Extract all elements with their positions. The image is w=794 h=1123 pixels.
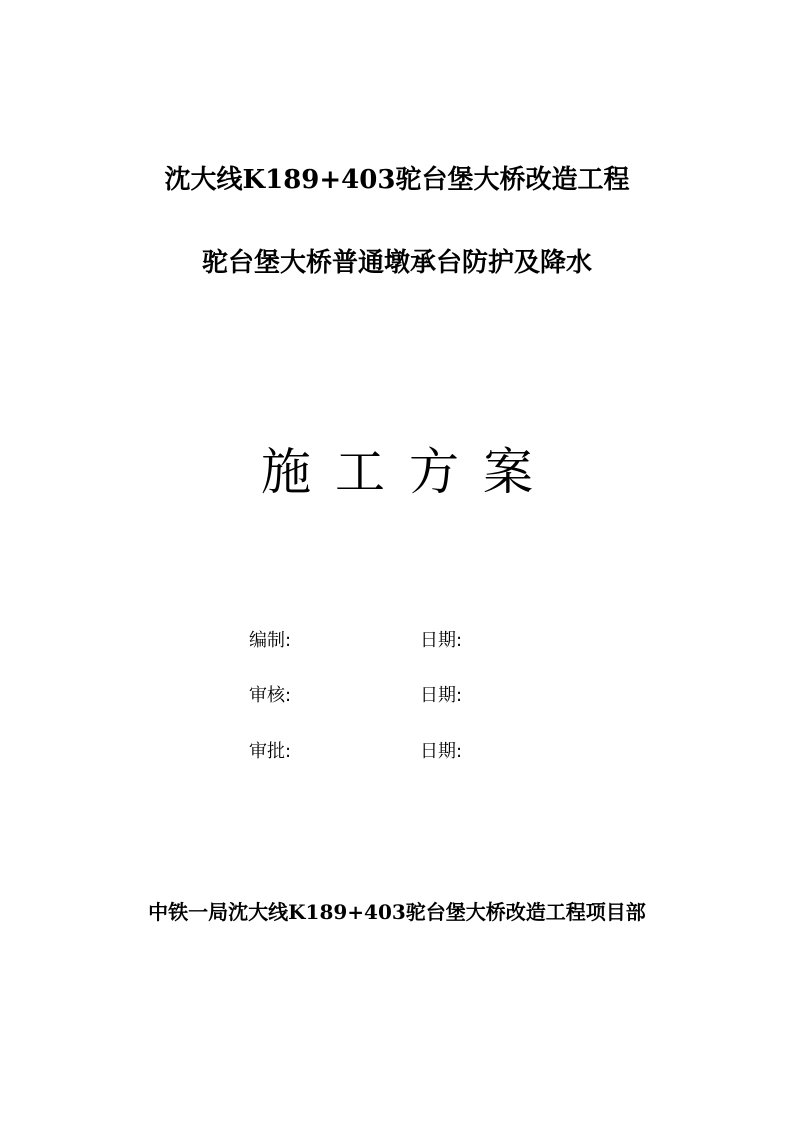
main-title [0,440,794,504]
approved-date-label: 日期: [420,741,463,762]
main-title-char: 案 [483,443,533,501]
reviewed-by-label: 审核: [249,685,292,706]
main-title-char: 工 [335,443,385,501]
sign-row-approved [249,739,549,765]
document-subtitle: 驼台堡大桥普通墩承台防护及降水 [201,248,592,278]
prepared-date-label: 日期: [420,630,463,651]
reviewed-date-label: 日期: [420,685,463,706]
sign-row-reviewed [249,683,549,709]
organization-name: 中铁一局沈大线K189+403驼台堡大桥改造工程项目部 [148,900,646,924]
main-title-char: 方 [409,443,459,501]
main-title-char: 施 [261,443,311,501]
approved-by-label: 审批: [249,741,292,762]
project-title: 沈大线K189+403驼台堡大桥改造工程 [164,165,630,195]
prepared-by-label: 编制: [249,630,292,651]
sign-row-prepared [249,628,549,654]
